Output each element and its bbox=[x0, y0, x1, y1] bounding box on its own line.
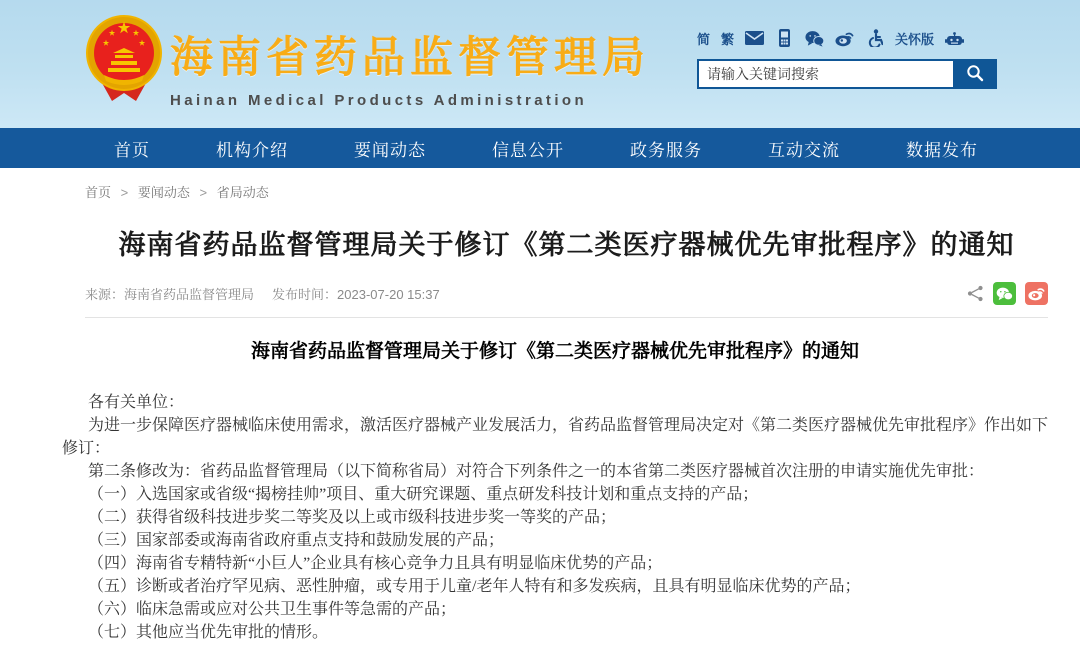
article-paragraph: （一）入选国家或省级“揭榜挂帅”项目、重大研究课题、重点研发科技计划和重点支持的产品； bbox=[88, 486, 759, 503]
wechat-icon[interactable] bbox=[805, 29, 824, 47]
article-meta bbox=[85, 282, 1048, 318]
breadcrumb bbox=[85, 182, 1080, 201]
article-paragraph: 第二条修改为：省药品监督管理局（以下简称省局）对符合下列条件之一的本省第二类医疗器械首次注册的申请实施优先审批： bbox=[88, 463, 985, 480]
article-body bbox=[62, 336, 1048, 644]
mobile-icon[interactable] bbox=[775, 29, 794, 47]
weibo-icon[interactable] bbox=[835, 29, 854, 47]
lang-simplified-link[interactable]: 简 bbox=[697, 31, 711, 47]
mail-icon[interactable] bbox=[745, 29, 764, 47]
share-weibo-icon[interactable] bbox=[1025, 282, 1048, 305]
nav-item-interaction[interactable]: 互动交流 bbox=[768, 140, 840, 160]
site-search bbox=[697, 59, 997, 89]
article-paragraph: （二）获得省级科技进步奖二等奖及以上或市级科技进步奖一等奖的产品； bbox=[88, 509, 617, 526]
breadcrumb-separator: > bbox=[120, 185, 129, 200]
article-paragraph: （六）临床急需或应对公共卫生事件等急需的产品； bbox=[88, 601, 457, 618]
search-input[interactable] bbox=[697, 59, 953, 89]
publish-label: 发布时间： bbox=[272, 287, 338, 302]
accessibility-icon[interactable] bbox=[865, 29, 884, 47]
article-body-title: 海南省药品监督管理局关于修订《第二类医疗器械优先审批程序》的通知 bbox=[250, 341, 859, 362]
source-label: 来源： bbox=[85, 287, 125, 302]
national-emblem-logo bbox=[84, 13, 164, 113]
lang-traditional-link[interactable]: 繁 bbox=[721, 31, 735, 47]
search-icon bbox=[966, 64, 984, 85]
article-paragraph: （五）诊断或者治疗罕见病、恶性肿瘤，或专用于儿童/老年人特有和多发疾病，且具有明显临床优势的产品； bbox=[88, 578, 861, 595]
article bbox=[62, 223, 1049, 644]
quick-links-bar bbox=[697, 28, 997, 48]
breadcrumb-news[interactable]: 要闻动态 bbox=[137, 185, 190, 200]
nav-item-news[interactable]: 要闻动态 bbox=[354, 140, 426, 160]
header-utility-area bbox=[697, 28, 997, 89]
nav-item-data-release[interactable]: 数据发布 bbox=[906, 140, 978, 160]
site-title-block bbox=[170, 24, 650, 109]
share-icon[interactable] bbox=[967, 285, 984, 302]
breadcrumb-home[interactable]: 首页 bbox=[85, 185, 112, 200]
article-paragraph: 为进一步保障医疗器械临床使用需求，激活医疗器械产业发展活力，省药品监督管理局决定对《第二类医疗器械优先审批程序》作出如下修订： bbox=[62, 417, 1049, 457]
page-title: 海南省药品监督管理局关于修订《第二类医疗器械优先审批程序》的通知 bbox=[118, 230, 1015, 260]
main-nav bbox=[0, 128, 1080, 168]
nav-item-about[interactable]: 机构介绍 bbox=[216, 140, 288, 160]
publish-value: 2023-07-20 15:37 bbox=[337, 287, 440, 302]
site-title-en: Hainan Medical Products Administration bbox=[170, 92, 588, 109]
article-paragraph: （四）海南省专精特新“小巨人”企业具有核心竞争力且具有明显临床优势的产品； bbox=[88, 555, 663, 572]
share-wechat-icon[interactable] bbox=[993, 282, 1016, 305]
search-button[interactable] bbox=[953, 59, 997, 89]
share-bar bbox=[967, 282, 1048, 305]
article-paragraph: 各有关单位： bbox=[88, 394, 185, 411]
nav-item-gov-services[interactable]: 政务服务 bbox=[630, 140, 702, 160]
site-header bbox=[0, 0, 1080, 128]
source-value: 海南省药品监督管理局 bbox=[124, 287, 255, 302]
article-paragraph: （三）国家部委或海南省政府重点支持和鼓励发展的产品； bbox=[88, 532, 505, 549]
breadcrumb-bureau-news[interactable]: 省局动态 bbox=[216, 185, 269, 200]
site-title-zh: 海南省药品监督管理局 bbox=[170, 34, 650, 82]
article-source bbox=[85, 284, 254, 303]
breadcrumb-separator: > bbox=[199, 185, 208, 200]
nav-item-info-disclosure[interactable]: 信息公开 bbox=[492, 140, 564, 160]
article-paragraph: （七）其他应当优先审批的情形。 bbox=[88, 624, 329, 641]
article-publish-time bbox=[272, 284, 440, 303]
care-version-link[interactable]: 关怀版 bbox=[895, 31, 935, 47]
nav-item-home[interactable]: 首页 bbox=[114, 140, 150, 160]
robot-assistant-icon[interactable] bbox=[945, 29, 964, 47]
